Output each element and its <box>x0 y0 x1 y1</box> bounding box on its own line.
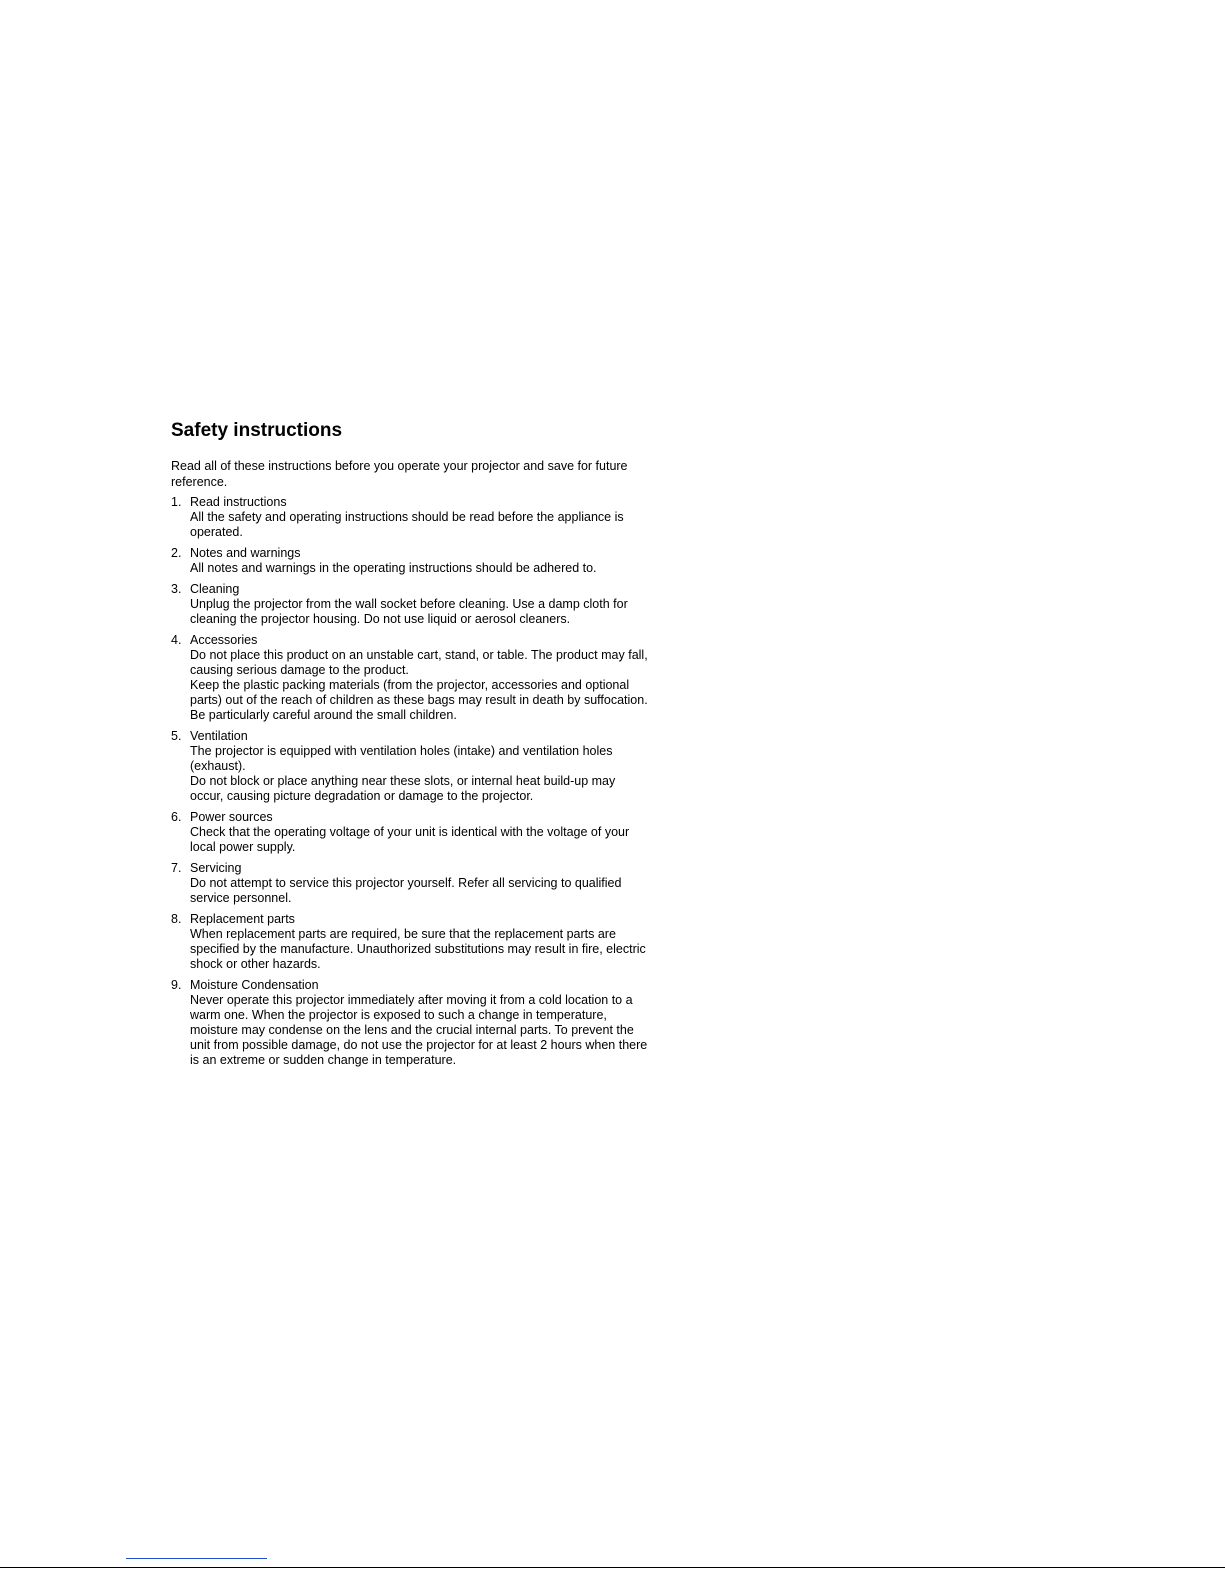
item-text-line: Do not place this product on an unstable cart, stand, or table. The product may fall, <box>190 648 648 662</box>
item-heading: Moisture Condensation <box>190 978 319 992</box>
item-text-line: shock or other hazards. <box>190 957 321 971</box>
instruction-item <box>171 912 671 972</box>
item-text-line: operated. <box>190 525 243 539</box>
item-text-line: specified by the manufacture. Unauthorized substitutions may result in fire, electric <box>190 942 646 956</box>
item-text-line: service personnel. <box>190 891 292 905</box>
item-text-line: moisture may condense on the lens and the crucial internal parts. To prevent the <box>190 1023 634 1037</box>
footer-link-underline <box>126 1558 267 1559</box>
item-text-line: Be particularly careful around the small children. <box>190 708 457 722</box>
item-text-line: causing serious damage to the product. <box>190 663 409 677</box>
item-heading: Ventilation <box>190 729 248 743</box>
item-number: 3. <box>171 582 182 596</box>
item-text-line: Do not attempt to service this projector yourself. Refer all servicing to qualified <box>190 876 622 890</box>
item-number: 5. <box>171 729 182 743</box>
item-text-line: Do not block or place anything near these slots, or internal heat build-up may <box>190 774 616 788</box>
instruction-item <box>171 633 671 723</box>
item-number: 9. <box>171 978 182 992</box>
intro-paragraph <box>171 458 671 490</box>
item-text-line: unit from possible damage, do not use the projector for at least 2 hours when there <box>190 1038 648 1052</box>
item-text-line: When replacement parts are required, be sure that the replacement parts are <box>190 927 616 941</box>
document-body <box>171 419 671 1074</box>
item-text-line: (exhaust). <box>190 759 246 773</box>
item-heading: Servicing <box>190 861 242 875</box>
footer-divider <box>0 1567 1225 1568</box>
instruction-item <box>171 861 671 906</box>
item-text-line: Keep the plastic packing materials (from the projector, accessories and optional <box>190 678 630 692</box>
item-heading: Accessories <box>190 633 258 647</box>
item-heading: Cleaning <box>190 582 240 596</box>
item-number: 7. <box>171 861 182 875</box>
item-text-line: warm one. When the projector is exposed to such a change in temperature, <box>190 1008 607 1022</box>
instruction-item <box>171 729 671 804</box>
intro-line: reference. <box>171 475 228 489</box>
item-text-line: All the safety and operating instructions should be read before the appliance is <box>190 510 624 524</box>
item-text-line: cleaning the projector housing. Do not use liquid or aerosol cleaners. <box>190 612 571 626</box>
intro-line: Read all of these instructions before you operate your projector and save for future <box>171 459 628 473</box>
item-text-line: Unplug the projector from the wall socket before cleaning. Use a damp cloth for <box>190 597 628 611</box>
instruction-item <box>171 978 671 1068</box>
instruction-list <box>171 495 671 1068</box>
instruction-item <box>171 582 671 627</box>
item-text-line: Never operate this projector immediately after moving it from a cold location to a <box>190 993 633 1007</box>
instruction-item <box>171 810 671 855</box>
item-heading: Read instructions <box>190 495 287 509</box>
item-number: 8. <box>171 912 182 926</box>
item-text-line: Check that the operating voltage of your unit is identical with the voltage of your <box>190 825 630 839</box>
item-text-line: parts) out of the reach of children as these bags may result in death by suffocation. <box>190 693 648 707</box>
item-number: 4. <box>171 633 182 647</box>
item-text-line: All notes and warnings in the operating instructions should be adhered to. <box>190 561 597 575</box>
item-text-line: is an extreme or sudden change in temperature. <box>190 1053 457 1067</box>
item-number: 2. <box>171 546 182 560</box>
item-text-line: local power supply. <box>190 840 296 854</box>
instruction-item <box>171 546 671 576</box>
instruction-item <box>171 495 671 540</box>
item-number: 6. <box>171 810 182 824</box>
item-text-line: occur, causing picture degradation or damage to the projector. <box>190 789 534 803</box>
item-heading: Notes and warnings <box>190 546 301 560</box>
item-number: 1. <box>171 495 182 509</box>
item-heading: Replacement parts <box>190 912 295 926</box>
item-heading: Power sources <box>190 810 273 824</box>
page-title: Safety instructions <box>171 420 343 441</box>
item-text-line: The projector is equipped with ventilation holes (intake) and ventilation holes <box>190 744 613 758</box>
